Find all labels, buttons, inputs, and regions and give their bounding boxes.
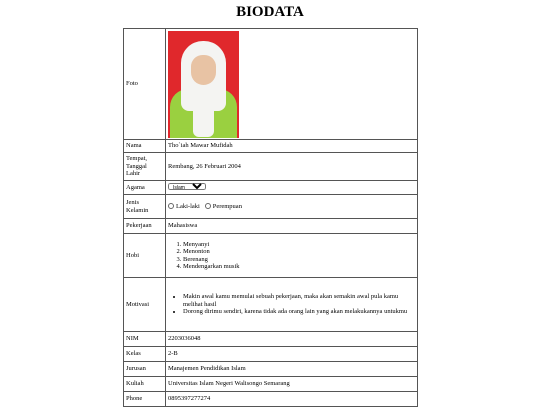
list-item: • Dorong dirimu sendiri, karena tidak ada orang lain yang akan melakukannya untukmu bbox=[183, 308, 415, 315]
label-motivasi: Motivasi bbox=[124, 278, 166, 332]
row-jenis-kelamin bbox=[124, 195, 418, 219]
label-nama: Nama bbox=[124, 140, 166, 153]
row-phone bbox=[124, 392, 418, 407]
profile-photo bbox=[168, 31, 239, 138]
page-title: BIODATA bbox=[236, 4, 304, 20]
row-kelas bbox=[124, 347, 418, 362]
list-item: 4. Mendengarkan musik bbox=[183, 263, 415, 270]
row-kuliah bbox=[124, 377, 418, 392]
row-jurusan bbox=[124, 362, 418, 377]
row-agama bbox=[124, 181, 418, 195]
hobi-list bbox=[168, 241, 415, 271]
label-jenis-kelamin: Jenis Kelamin bbox=[124, 195, 166, 219]
label-agama: Agama bbox=[124, 181, 166, 195]
value-hobi bbox=[166, 234, 418, 278]
label-nim: NIM bbox=[124, 332, 166, 347]
value-phone: 0895397277274 bbox=[166, 392, 418, 407]
value-pekerjaan: Mahasiswa bbox=[166, 219, 418, 234]
value-foto bbox=[166, 29, 418, 140]
label-kuliah: Kuliah bbox=[124, 377, 166, 392]
motivasi-list bbox=[168, 293, 415, 315]
value-motivasi bbox=[166, 278, 418, 332]
label-ttl: Tempat, Tanggal Lahir bbox=[124, 153, 166, 181]
row-ttl bbox=[124, 153, 418, 181]
value-nim: 2203036048 bbox=[166, 332, 418, 347]
agama-select[interactable] bbox=[168, 183, 206, 190]
row-motivasi bbox=[124, 278, 418, 332]
value-jurusan: Manajemen Pendidikan Islam bbox=[166, 362, 418, 377]
label-pekerjaan: Pekerjaan bbox=[124, 219, 166, 234]
row-nama bbox=[124, 140, 418, 153]
label-foto: Foto bbox=[124, 29, 166, 140]
radio-perempuan[interactable] bbox=[205, 203, 211, 209]
radio-laki-laki-label: Laki-laki bbox=[176, 202, 200, 210]
value-ttl: Rembang, 26 Februari 2004 bbox=[166, 153, 418, 181]
list-item: 3. Berenang bbox=[183, 256, 415, 263]
value-kelas: 2-B bbox=[166, 347, 418, 362]
label-jurusan: Jurusan bbox=[124, 362, 166, 377]
biodata-table bbox=[123, 28, 418, 407]
label-kelas: Kelas bbox=[124, 347, 166, 362]
row-pekerjaan bbox=[124, 219, 418, 234]
radio-laki-laki[interactable] bbox=[168, 203, 174, 209]
label-phone: Phone bbox=[124, 392, 166, 407]
value-jenis-kelamin bbox=[166, 195, 418, 219]
list-item: 1. Menyanyi bbox=[183, 241, 415, 248]
label-hobi: Hobi bbox=[124, 234, 166, 278]
row-hobi bbox=[124, 234, 418, 278]
list-item: • Makin awal kamu memulai sebuah pekerjaan, maka akan semakin awal pula kamu melihat hasil bbox=[183, 293, 415, 308]
value-nama: Tho`iah Mawar Mufidah bbox=[166, 140, 418, 153]
row-foto bbox=[124, 29, 418, 140]
value-kuliah: Universitas Islam Negeri Walisongo Semarang bbox=[166, 377, 418, 392]
value-agama bbox=[166, 181, 418, 195]
row-nim bbox=[124, 332, 418, 347]
list-item: 2. Menonton bbox=[183, 248, 415, 255]
radio-perempuan-label: Perempuan bbox=[212, 202, 242, 210]
